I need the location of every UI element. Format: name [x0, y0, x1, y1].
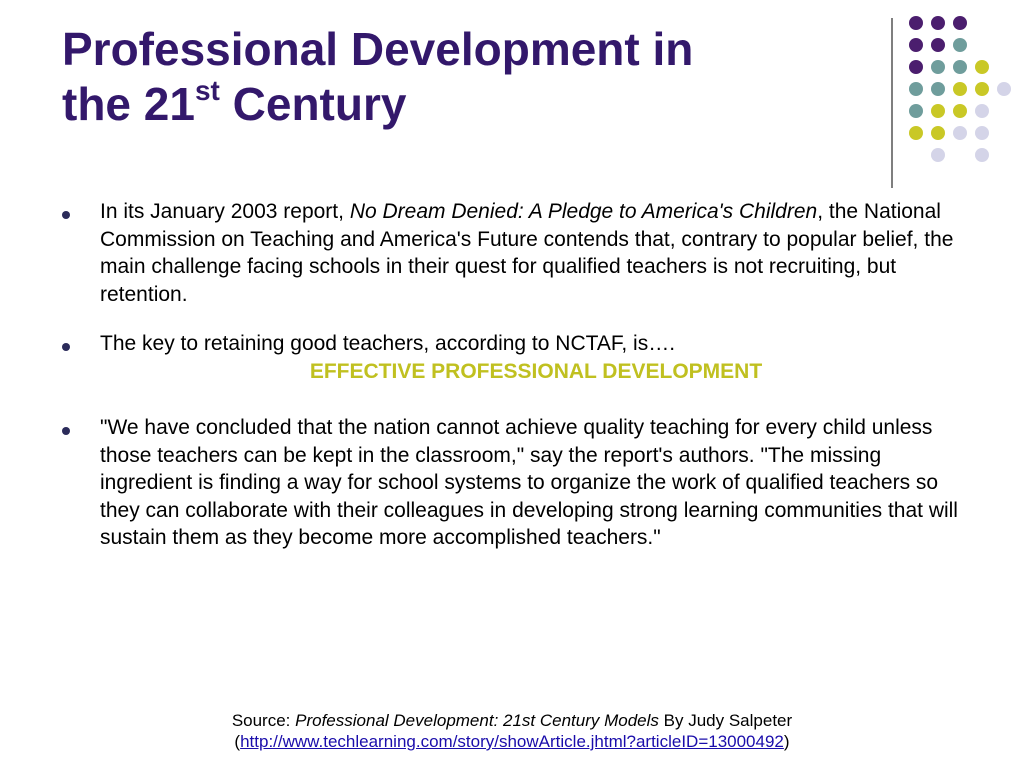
bullet-item-quote	[62, 414, 972, 552]
decorative-dot-teal	[909, 82, 923, 96]
decorative-dot-yellow	[953, 104, 967, 118]
decorative-dot-purple	[931, 38, 945, 52]
decorative-dot-yellow	[953, 82, 967, 96]
decorative-dot-lavender	[975, 148, 989, 162]
decorative-dot-lavender	[975, 126, 989, 140]
decorative-dot-lavender	[931, 148, 945, 162]
bullet-1-text-after: , the National Commission on Teaching and America's Future contends that, contrary to popular belief, the main challenge facing schools in their quest for qualified teachers is not recruiting, but retention.	[100, 200, 954, 306]
title-line-2-suffix: Century	[219, 78, 407, 130]
source-link[interactable]: http://www.techlearning.com/story/showArticle.jhtml?articleID=13000492	[240, 732, 784, 751]
decorative-dot-purple	[909, 60, 923, 74]
decorative-dot-yellow	[931, 126, 945, 140]
decorative-dot-lavender	[975, 104, 989, 118]
source-prefix: Source:	[231, 711, 296, 730]
decorative-dot-purple	[931, 16, 945, 30]
decorative-dot-teal	[953, 60, 967, 74]
report-title: No Dream Denied: A Pledge to America's Children	[349, 200, 818, 223]
slide-title	[62, 22, 862, 132]
decorative-dot-teal	[931, 82, 945, 96]
title-line-1: Professional Development in	[62, 23, 694, 75]
bullet-3-text: "We have concluded that the nation cannot achieve quality teaching for every child unless those teachers can be kept in the classroom," say the report's authors. "The missing ingredient is finding a way for school systems to organize the work of qualified teachers so they can collaborate with their colleagues in developing strong learning communities that will sustain them as they become more accomplished teachers."	[100, 416, 958, 549]
bullet-2-text: The key to retaining good teachers, according to NCTAF, is….	[100, 332, 676, 355]
source-close-paren: )	[783, 732, 790, 751]
decorative-dot-yellow	[975, 60, 989, 74]
decorative-dot-lavender	[997, 82, 1011, 96]
bullet-item-key	[62, 330, 972, 385]
bullet-dot-icon	[62, 343, 70, 351]
source-byline: By Judy Salpeter	[658, 711, 793, 730]
decorative-dot-lavender	[953, 126, 967, 140]
decorative-dot-teal	[909, 104, 923, 118]
title-superscript: st	[194, 75, 220, 106]
source-citation	[0, 710, 1024, 752]
decorative-dot-purple	[909, 16, 923, 30]
title-line-2-prefix: the 21	[62, 78, 195, 130]
decorative-dot-yellow	[909, 126, 923, 140]
decorative-dot-teal	[931, 60, 945, 74]
decorative-dot-purple	[953, 16, 967, 30]
bullet-list	[62, 198, 972, 552]
highlight-statement: EFFECTIVE PROFESSIONAL DEVELOPMENT	[309, 359, 763, 383]
decorative-dot-yellow	[931, 104, 945, 118]
decorative-dot-teal	[953, 38, 967, 52]
bullet-dot-icon	[62, 211, 70, 219]
bullet-dot-icon	[62, 427, 70, 435]
vertical-divider	[891, 18, 893, 188]
source-work-title: Professional Development: 21st Century Models	[295, 711, 659, 730]
decorative-dot-yellow	[975, 82, 989, 96]
decorative-dot-purple	[909, 38, 923, 52]
bullet-1-text-before: In its January 2003 report,	[100, 200, 350, 223]
bullet-item-report	[62, 198, 972, 308]
source-open-paren: (	[234, 732, 241, 751]
